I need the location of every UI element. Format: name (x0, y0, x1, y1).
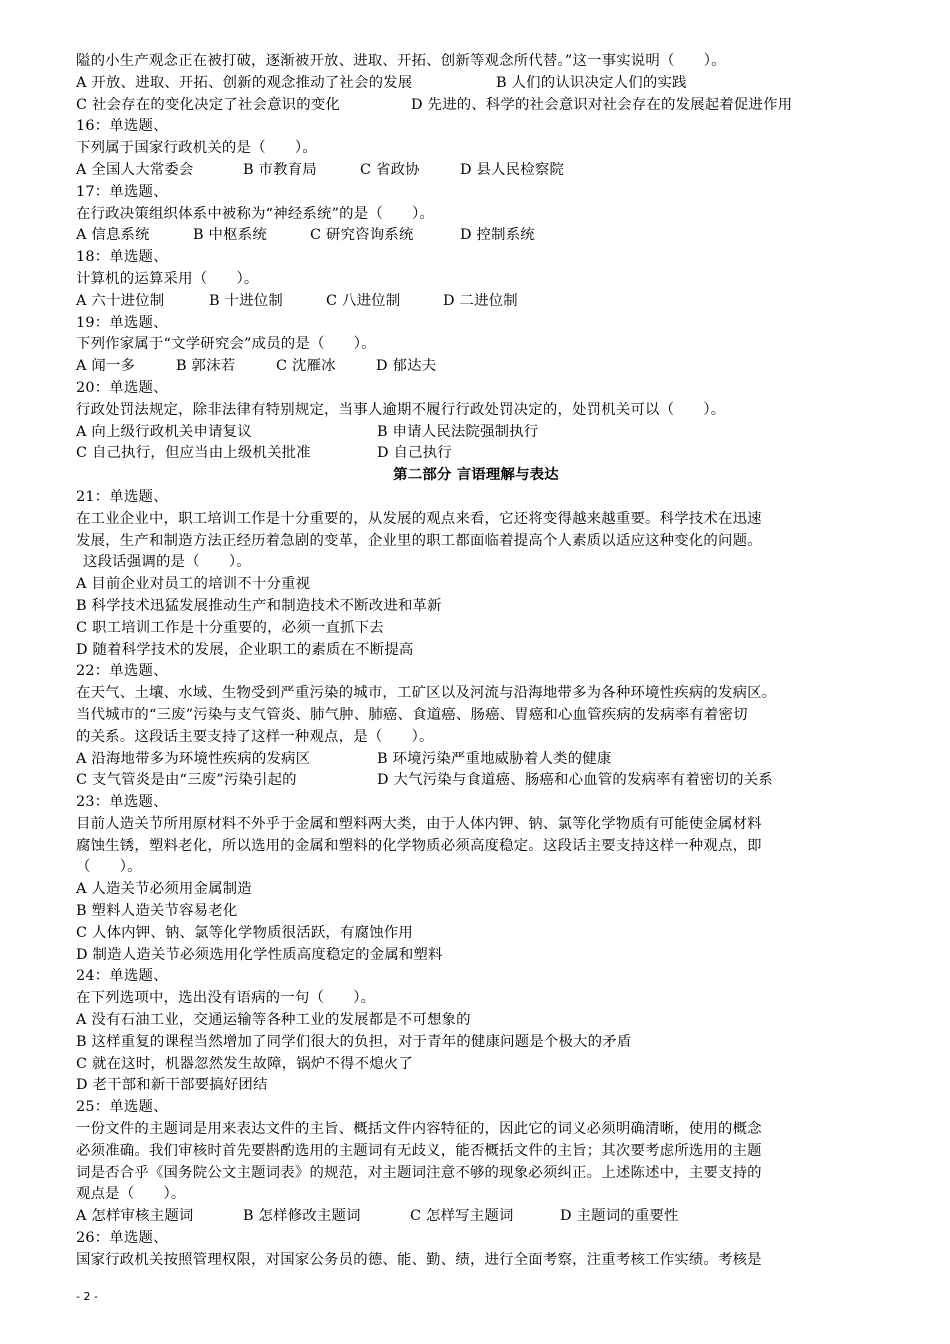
question-header: 19：单选题、 (76, 314, 168, 331)
question-header: 20：单选题、 (76, 379, 168, 396)
question-stem: 发展，生产和制造方法正经历着急剧的变革，企业里的职工都面临着提高个人素质以适应这种变化的问题。 (76, 532, 762, 549)
option-b: B 十进位制 (209, 292, 283, 309)
option-d: D 制造人造关节必须选用化学性质高度稳定的金属和塑料 (76, 946, 443, 963)
question-stem: 在天气、土壤、水域、生物受到严重污染的城市，工矿区以及河流与沿海地带多为各种环境性疾病的发病区。 (76, 685, 777, 702)
option-d: D 自己执行 (377, 445, 452, 462)
option-d: D 县人民检察院 (460, 161, 565, 178)
option-a: A 怎样审核主题词 (76, 1208, 194, 1225)
section-heading: 第二部分 言语理解与表达 (393, 467, 559, 484)
question-stem: 这段话强调的是（ ）。 (83, 554, 251, 571)
options-row (76, 73, 876, 95)
option-b: B 市教育局 (243, 161, 317, 178)
question-stem: 必须准确。我们审核时首先要斟酌选用的主题词有无歧义，能否概括文件的主旨；其次要考虑所选用的主题 (76, 1142, 762, 1159)
option-d: D 老干部和新干部要搞好团结 (76, 1077, 268, 1094)
options-row (76, 749, 876, 771)
question-stem: 在下列选项中，选出没有语病的一句（ ）。 (76, 990, 376, 1007)
question-header: 21：单选题、 (76, 488, 168, 505)
options-row (76, 1206, 876, 1228)
question-stem: 词是否合乎《国务院公文主题词表》的规范，对主题词注意不够的现象必须纠正。上述陈述中，主要支持的 (76, 1164, 762, 1181)
question-header: 25：单选题、 (76, 1099, 168, 1116)
options-row (76, 356, 876, 378)
options-row (76, 291, 876, 313)
option-c: C 省政协 (360, 161, 420, 178)
option-c: C 怎样写主题词 (410, 1208, 514, 1225)
question-stem: 下列作家属于“文学研究会”成员的是（ ）。 (76, 336, 376, 353)
options-row (76, 95, 876, 117)
question-stem: 在行政决策组织体系中被称为“神经系统”的是（ ）。 (76, 205, 435, 222)
page-number: - 2 - (76, 1290, 98, 1303)
option-d: D 先进的、科学的社会意识对社会存在的发展起着促进作用 (411, 96, 793, 113)
option-a: A 没有石油工业，交通运输等各种工业的发展都是不可想象的 (76, 1012, 471, 1029)
option-a: A 开放、进取、开拓、创新的观念推动了社会的发展 (76, 74, 413, 91)
option-b: B 这样重复的课程当然增加了同学们很大的负担，对于青年的健康问题是个极大的矛盾 (76, 1033, 632, 1050)
question-stem: 在工业企业中，职工培训工作是十分重要的，从发展的观点来看，它还将变得越来越重要。科学技术在迅速 (76, 510, 762, 527)
option-a: A 全国人大常委会 (76, 161, 194, 178)
options-row (76, 443, 876, 465)
option-c: C 社会存在的变化决定了社会意识的变化 (76, 96, 341, 113)
options-row (76, 160, 876, 182)
option-b: B 塑料人造关节容易老化 (76, 903, 238, 920)
option-c: C 沈雁冰 (276, 358, 336, 375)
question-header: 24：单选题、 (76, 968, 168, 985)
option-c: C 就在这时，机器忽然发生故障，锅炉不得不熄火了 (76, 1055, 413, 1072)
option-c: C 人体内钾、钠、氯等化学物质很活跃，有腐蚀作用 (76, 924, 413, 941)
question-stem: 下列属于国家行政机关的是（ ）。 (76, 140, 317, 157)
question-stem: 腐蚀生锈，塑料老化，所以选用的金属和塑料的化学物质必须高度稳定。这段话主要支持这样一种观点，即 (76, 837, 762, 854)
option-b: B 郭沫若 (176, 358, 236, 375)
option-b: B 科学技术迅猛发展推动生产和制造技术不断改进和革新 (76, 597, 442, 614)
options-row (76, 225, 876, 247)
option-b: B 申请人民法院强制执行 (377, 423, 539, 440)
question-header: 17：单选题、 (76, 183, 168, 200)
question-header: 18：单选题、 (76, 249, 168, 266)
question-stem: 观点是（ ）。 (76, 1186, 186, 1203)
question-header: 16：单选题、 (76, 118, 168, 135)
option-d: D 二进位制 (443, 292, 518, 309)
option-b: B 中枢系统 (193, 227, 267, 244)
option-d: D 随着科学技术的发展，企业职工的素质在不断提高 (76, 641, 414, 658)
text-line: 隘的小生产观念正在被打破，逐渐被开放、进取、开拓、创新等观念所代替。”这一事实说明（ ）。 (76, 53, 726, 69)
question-stem: （ ）。 (76, 859, 142, 876)
question-stem: 的关系。这段话主要支持了这样一种观点，是（ ）。 (76, 728, 434, 745)
question-stem: 当代城市的“三废”污染与支气管炎、肺气肿、肺癌、食道癌、肠癌、胃癌和心血管疾病的发病率有着密切 (76, 706, 748, 723)
option-a: A 闻一多 (76, 358, 136, 375)
option-a: A 向上级行政机关申请复议 (76, 423, 252, 440)
question-stem: 国家行政机关按照管理权限，对国家公务员的德、能、勤、绩，进行全面考察，注重考核工作实绩。考核是 (76, 1251, 762, 1268)
question-header: 22：单选题、 (76, 663, 168, 680)
option-c: C 支气管炎是由“三废”污染引起的 (76, 772, 297, 789)
options-row (76, 770, 876, 792)
question-header: 23：单选题、 (76, 794, 168, 811)
question-stem: 一份文件的主题词是用来表达文件的主旨、概括文件内容特征的，因此它的词义必须明确清晰，使用的概念 (76, 1121, 762, 1138)
option-b: B 环境污染严重地威胁着人类的健康 (377, 750, 612, 767)
option-b: B 怎样修改主题词 (243, 1208, 361, 1225)
option-c: C 研究咨询系统 (310, 227, 414, 244)
option-a: A 六十进位制 (76, 292, 165, 309)
options-row (76, 422, 876, 444)
option-d: D 大气污染与食道癌、肠癌和心血管的发病率有着密切的关系 (377, 772, 773, 789)
option-d: D 郁达夫 (376, 358, 437, 375)
option-b: B 人们的认识决定人们的实践 (496, 74, 687, 91)
option-a: A 信息系统 (76, 227, 150, 244)
option-d: D 主题词的重要性 (560, 1208, 679, 1225)
question-header: 26：单选题、 (76, 1230, 168, 1247)
option-d: D 控制系统 (460, 227, 535, 244)
option-c: C 自己执行，但应当由上级机关批准 (76, 445, 311, 462)
option-c: C 职工培训工作是十分重要的，必须一直抓下去 (76, 619, 384, 636)
question-stem: 计算机的运算采用（ ）。 (76, 270, 259, 287)
option-a: A 沿海地带多为环境性疾病的发病区 (76, 750, 311, 767)
option-c: C 八进位制 (326, 292, 401, 309)
document-page (76, 51, 876, 1272)
option-a: A 目前企业对员工的培训不十分重视 (76, 576, 311, 593)
question-stem: 目前人造关节所用原材料不外乎于金属和塑料两大类，由于人体内钾、钠、氯等化学物质有可能使金属材料 (76, 815, 762, 832)
question-stem: 行政处罚法规定，除非法律有特别规定，当事人逾期不履行行政处罚决定的，处罚机关可以（ ）。 (76, 401, 726, 418)
option-a: A 人造关节必须用金属制造 (76, 881, 252, 898)
